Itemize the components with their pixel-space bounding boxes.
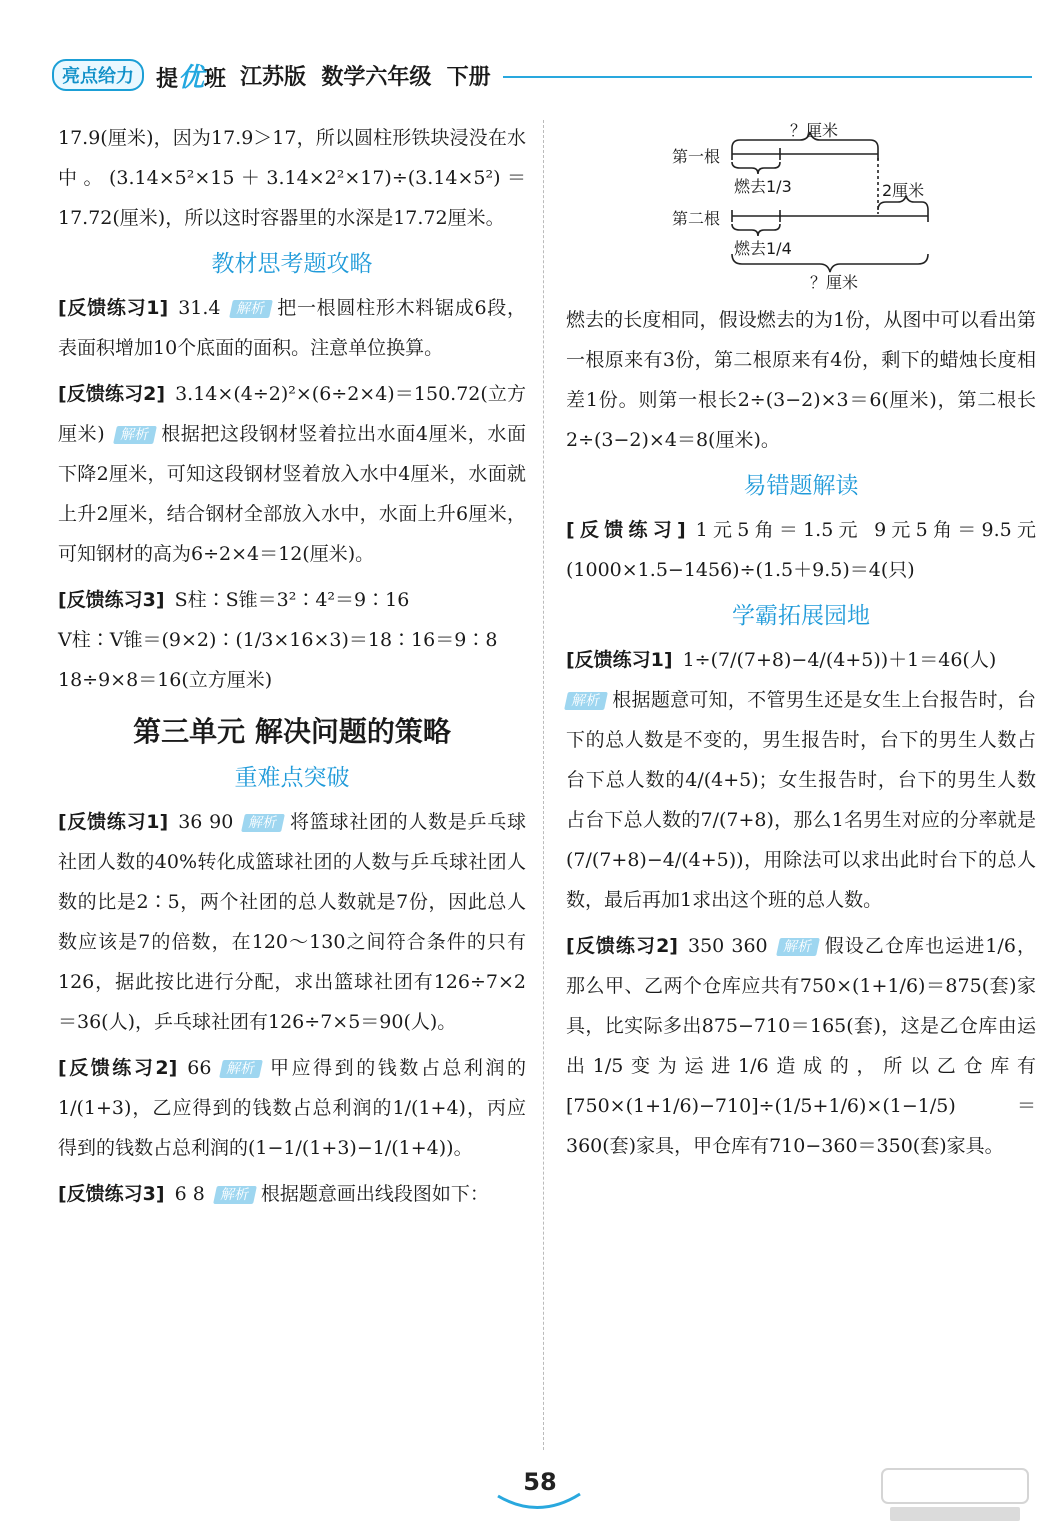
exercise-tag: [反馈练习1] — [566, 649, 673, 671]
column-divider — [543, 120, 544, 1450]
analysis-label: 解析 — [241, 814, 285, 832]
exercise-tag: [反馈练习1] — [58, 297, 169, 319]
section-title: 易错题解读 — [743, 473, 859, 499]
exercise-block — [58, 288, 526, 368]
analysis-text: 把一根圆柱形木料锯成6段，表面积增加10个底面的面积。注意单位换算。 — [58, 297, 526, 359]
diagram-explanation: 燃去的长度相同，假设燃去的为1份，从图中可以看出第一根原来有3份，第二根原来有4份，剩下的蜡烛长度相差1份。则第一根长2÷(3−2)×3＝6(厘米)，第二根长2÷(3−2)×4＝8(厘米)。 — [566, 309, 1036, 451]
row2-label: 第二根 — [672, 209, 721, 228]
exercise-block — [58, 1048, 526, 1168]
watermark-logo — [880, 1465, 1030, 1525]
exercise-answer: 3.14×(4÷2)²×(6÷2×4)＝150.72(立方厘米) — [58, 383, 526, 445]
exercise-tag: [反馈练习2] — [58, 1057, 178, 1079]
analysis-text: 假设乙仓库也运进1/6，那么甲、乙两个仓库应共有750×(1+1/6)＝875(套)家具，比实际多出875−710＝165(套)，这是乙仓库由运出1/5变为运进1/6造成的，所以乙仓库有[750×(1+1/6)−710]÷(1/5+1/6)×(1−1/5)＝360(套)家具，甲仓库有710−360＝350(套)家具。 — [566, 935, 1036, 1157]
analysis-label: 解析 — [564, 692, 608, 710]
analysis-paragraph — [566, 680, 1036, 920]
section-title: 学霸拓展园地 — [732, 603, 870, 629]
header-rule — [503, 76, 1032, 78]
exercise-block — [566, 926, 1036, 1166]
analysis-text: 根据题意可知，不管男生还是女生上台报告时，台下的总人数是不变的，男生报告时，台下的男生人数占台下总人数的4/(4+5)；女生报告时，台下的男生人数占台下总人数的7/(7+8)，那么1名男生对应的分率就是(7/(7+8)−4/(4+5))，用除法可以求出此时台下的总人数，最后再加1求出这个班的总人数。 — [566, 689, 1036, 911]
series-name: 提优班 — [156, 62, 227, 93]
unit-title: 第三单元 解决问题的策略 — [133, 715, 451, 748]
intro-paragraph: 17.9(厘米)，因为17.9＞17，所以圆柱形铁块浸没在水中。(3.14×5²×15＋3.14×2²×17)÷(3.14×5²)＝17.72(厘米)，所以这时容器里的水深是17.72厘米。 — [58, 127, 526, 229]
difference-label: 2厘米 — [882, 181, 925, 200]
page-header — [52, 58, 1032, 92]
exercise-block — [58, 374, 526, 574]
analysis-text: 甲应得到的钱数占总利润的1/(1+3)，乙应得到的钱数占总利润的1/(1+4)，丙应得到的钱数占总利润的(1−1/(1+3)−1/(1+4))。 — [58, 1057, 526, 1159]
exercise-tag: [反馈练习2] — [58, 383, 166, 405]
formula-line: V柱∶V锥＝(9×2)∶(1/3×16×3)＝18∶16＝9∶8 — [58, 629, 498, 651]
series-badge: 亮点给力 — [52, 59, 144, 91]
exercise-block — [58, 802, 526, 1042]
exercise-answer: 1元5角＝1.5元 9元5角＝9.5元 (1000×1.5−1456)÷(1.5＋9.5)＝4(只) — [566, 519, 1037, 581]
analysis-text: 根据把这段钢材竖着拉出水面4厘米，水面下降2厘米，可知这段钢材竖着放入水中4厘米，水面就上升2厘米，结合钢材全部放入水中，水面上升6厘米，可知钢材的高为6÷2×4＝12(厘米)。 — [58, 423, 526, 565]
right-column — [566, 300, 1036, 1166]
section-title: 重难点突破 — [234, 765, 350, 791]
exercise-tag: [反馈练习3] — [58, 1183, 165, 1205]
burn1-label: 燃去1/3 — [734, 177, 792, 196]
exercise-block — [58, 580, 526, 620]
exercise-answer: 31.4 — [178, 297, 221, 319]
exercise-block — [58, 1174, 526, 1214]
segment-diagram — [670, 118, 960, 293]
left-column — [58, 118, 526, 1214]
page-number: 58 — [523, 1468, 557, 1496]
analysis-text: 根据题意画出线段图如下： — [260, 1183, 489, 1205]
exercise-block — [566, 640, 1036, 680]
analysis-text: 将篮球社团的人数是乒乓球社团人数的40%转化成篮球社团的人数与乒乓球社团人数的比是2∶5，两个社团的总人数就是7份，因此总人数应该是7的倍数，在120～130之间符合条件的只有126，据此按比进行分配，求出篮球社团有126÷7×2＝36(人)，乒乓球社团有126÷7×5＝90(人)。 — [58, 811, 526, 1033]
exercise-answer: 1÷(7/(7+8)−4/(4+5))＋1＝46(人) — [682, 649, 997, 671]
exercise-answer: 6 8 — [174, 1183, 205, 1205]
analysis-label: 解析 — [229, 300, 273, 318]
top-length-label: ？厘米 — [790, 121, 839, 140]
exercise-answer: S柱∶S锥＝3²∶4²＝9∶16 — [174, 589, 410, 611]
row1-label: 第一根 — [672, 147, 721, 166]
book-info: 江苏版 数学六年级 下册 — [240, 64, 491, 90]
exercise-block — [566, 510, 1036, 590]
formula-line: 18÷9×8＝16(立方厘米) — [58, 669, 273, 691]
exercise-answer: 66 — [187, 1057, 212, 1079]
analysis-label: 解析 — [213, 1186, 257, 1204]
bottom-length-label: ？厘米 — [810, 273, 859, 292]
burn2-label: 燃去1/4 — [734, 239, 792, 258]
analysis-label: 解析 — [776, 938, 820, 956]
exercise-tag: [反馈练习] — [566, 519, 686, 541]
exercise-answer: 36 90 — [178, 811, 234, 833]
exercise-tag: [反馈练习2] — [566, 935, 678, 957]
exercise-tag: [反馈练习1] — [58, 811, 169, 833]
section-title: 教材思考题攻略 — [211, 251, 373, 277]
analysis-label: 解析 — [220, 1060, 264, 1078]
exercise-tag: [反馈练习3] — [58, 589, 165, 611]
page-number-swoosh — [494, 1490, 584, 1514]
exercise-answer: 350 360 — [687, 935, 768, 957]
analysis-label: 解析 — [113, 426, 157, 444]
